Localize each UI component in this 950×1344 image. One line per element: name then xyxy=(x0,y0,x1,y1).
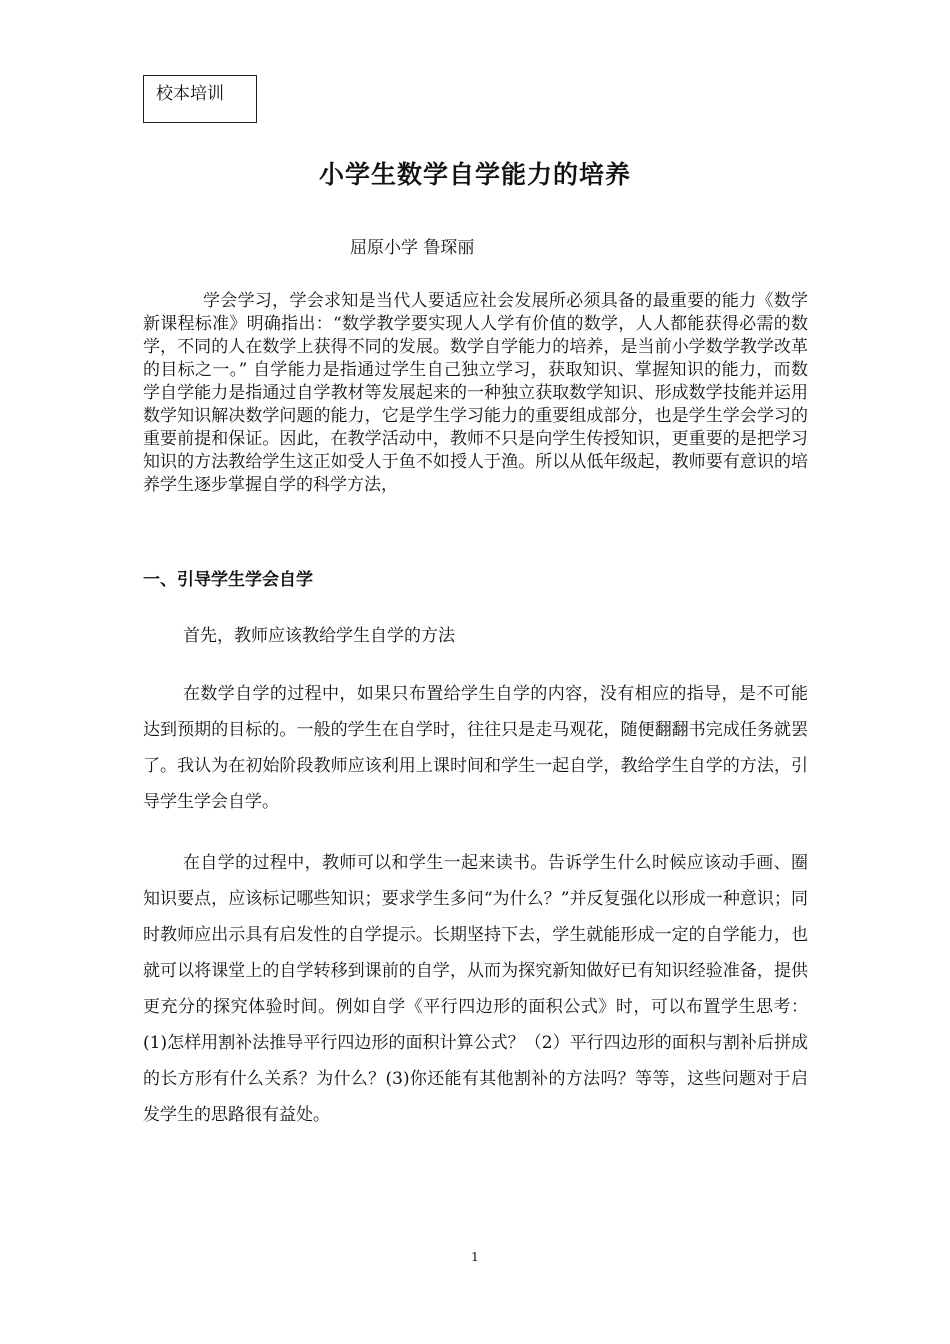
intro-paragraph: 学会学习，学会求知是当代人要适应社会发展所必须具备的最重要的能力《数学新课程标准》明确指出：“数学教学要实现人人学有价值的数学，人人都能获得必需的数学，不同的人在数学上获得不同的发展。数学自学能力的培养，是当前小学数学教学改革的目标之一。” 自学能力是指通过学生自己独立学习，获取知识、掌握知识的能力，而数学自学能力是指通过自学教材等发展起来的一种独立获取数学知识、形成数学技能并运用数学知识解决数学问题的能力，它是学生学习能力的重要组成部分，也是学生学会学习的重要前提和保证。因此，在教学活动中，教师不只是向学生传授知识，更重要的是把学习知识的方法教给学生这正如受人于鱼不如授人于渔。所以从低年级起，教师要有意识的培养学生逐步掌握自学的科学方法， xyxy=(143,291,808,495)
page-number: 1 xyxy=(471,1250,479,1264)
body-paragraph-1: 在数学自学的过程中，如果只布置给学生自学的内容，没有相应的指导，是不可能达到预期的目标的。一般的学生在自学时，往往只是走马观花，随便翻翻书完成任务就罢了。我认为在初始阶段教师应该利用上课时间和学生一起自学，教给学生自学的方法，引导学生学会自学。 xyxy=(143,684,808,812)
body-paragraph-2: 在自学的过程中，教师可以和学生一起来读书。告诉学生什么时候应该动手画、圈知识要点，应该标记哪些知识；要求学生多问“为什么？”并反复强化以形成一种意识；同时教师应出示具有启发性的自学提示。长期坚持下去，学生就能形成一定的自学能力，也就可以将课堂上的自学转移到课前的自学，从而为探究新知做好已有知识经验准备，提供更充分的探究体验时间。例如自学《平行四边形的面积公式》时，可以布置学生思考：(1)怎样用割补法推导平行四边形的面积计算公式？（2）平行四边形的面积与割补后拼成的长方形有什么关系？为什么？(3)你还能有其他割补的方法吗？等等，这些问题对于启发学生的思路很有益处。 xyxy=(143,853,808,1125)
section-heading: 一、引导学生学会自学 xyxy=(143,570,313,590)
document-title: 小学生数学自学能力的培养 xyxy=(318,160,631,189)
section-subheading: 首先，教师应该教给学生自学的方法 xyxy=(183,626,455,646)
author-line: 屈原小学 鲁琛丽 xyxy=(350,238,475,258)
header-tag-box: 校本培训 xyxy=(143,75,257,123)
